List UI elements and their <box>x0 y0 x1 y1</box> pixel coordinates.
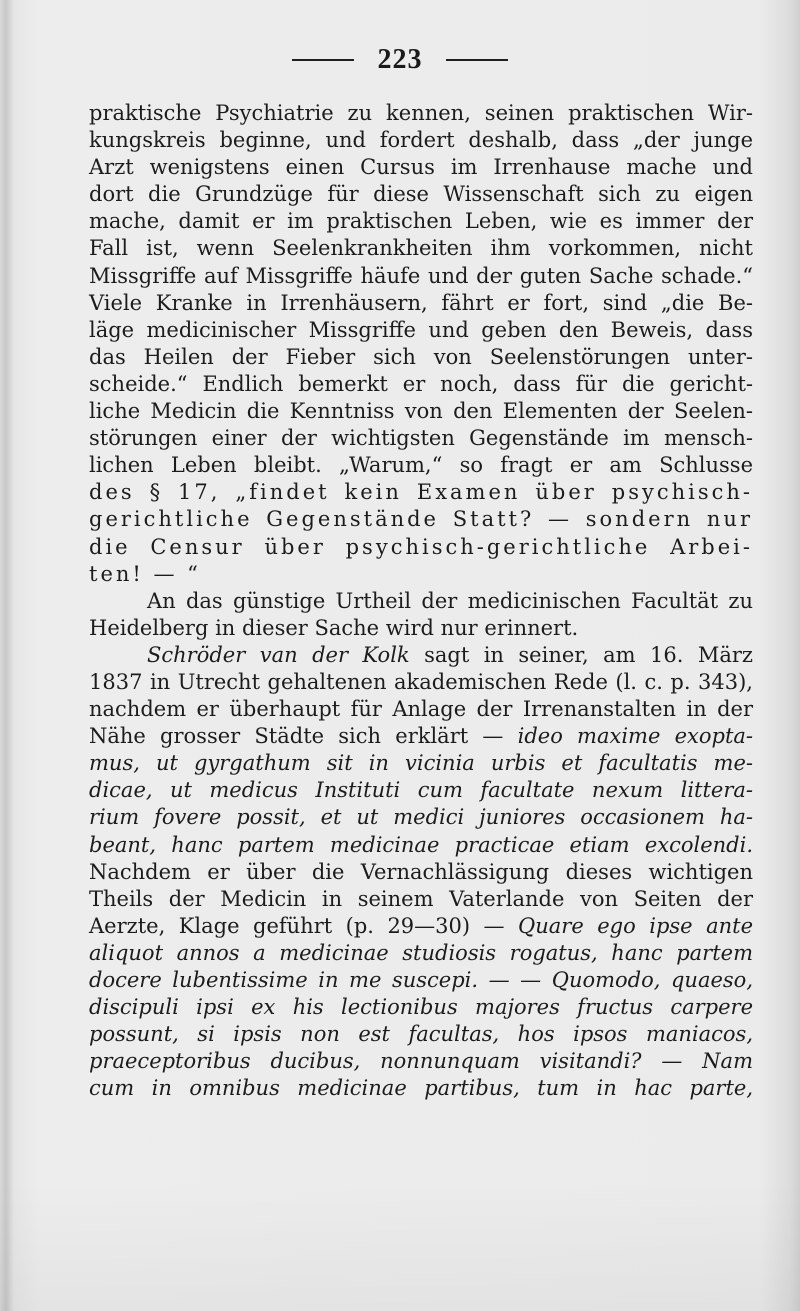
text-line-italic: mus, ut gyrgathum sit in vicinia urbis et facultatis me- <box>89 751 753 776</box>
header-rule-right <box>446 59 508 61</box>
text-line: läge medicinischer Missgriffe und geben den Beweis, dass <box>89 317 753 342</box>
page-header <box>0 44 800 76</box>
text-line: An das günstige Urtheil der medicinischen Facultät zu <box>147 588 753 613</box>
text-line-spaced: ten! — “ <box>89 561 201 586</box>
text-line: liche Medicin die Kenntniss von den Elementen der Seelen- <box>89 399 753 424</box>
text-line: Schröder van der Kolk sagt in seiner, am 16. März <box>147 642 753 667</box>
text-line: Fall ist, wenn Seelenkrankheiten ihm vorkommen, nicht <box>89 236 753 261</box>
text-line-italic: aliquot annos a medicinae studiosis rogatus, hanc partem <box>89 940 753 965</box>
text-line: mache, damit er im praktischen Leben, wie es immer der <box>89 209 753 234</box>
text-line-spaced: die Censur über psychisch-gerichtliche Arbei- <box>89 534 753 559</box>
text-line: lichen Leben bleibt. „Warum,“ so fragt er am Schlusse <box>89 453 753 478</box>
header-rule-left <box>292 59 354 61</box>
text-line: Missgriffe auf Missgriffe häufe und der guten Sache schade.“ <box>89 263 753 288</box>
text-line: kungskreis beginne, und fordert deshalb, dass „der junge <box>89 128 753 153</box>
text-line-italic: cum in omnibus medicinae partibus, tum in hac parte, <box>89 1076 753 1101</box>
text-line: Theils der Medicin in seinem Vaterlande von Seiten der <box>89 886 753 911</box>
text-line: Viele Kranke in Irrenhäusern, fährt er fort, sind „die Be- <box>89 290 753 315</box>
text-line-italic: possunt, si ipsis non est facultas, hos ipsos maniacos, <box>89 1022 753 1047</box>
page-shade <box>0 1180 800 1311</box>
text-line: Nachdem er über die Vernachlässigung dieses wichtigen <box>89 859 753 884</box>
text-line-italic: dicae, ut medicus Instituti cum facultate nexum littera- <box>89 778 753 803</box>
text-line: 1837 in Utrecht gehaltenen akademischen Rede (l. c. p. 343), <box>89 669 753 694</box>
text-line-italic: rium fovere possit, et ut medici juniores occasionem ha- <box>89 805 753 830</box>
text-line: Aerzte, Klage geführt (p. 29—30) — Quare ego ipse ante <box>89 913 754 938</box>
text-line: Arzt wenigstens einen Cursus im Irrenhause mache und <box>89 155 753 180</box>
page-number: 223 <box>377 44 423 75</box>
text-line: Nähe grosser Städte sich erklärt — ideo maxime exopta- <box>89 724 754 749</box>
text-line-spaced: des § 17, „findet kein Examen über psychisch- <box>89 480 753 505</box>
author-name: Schröder van der Kolk <box>147 642 410 667</box>
text-line: Heidelberg in dieser Sache wird nur erinnert. <box>89 615 579 640</box>
text-line-italic: beant, hanc partem medicinae practicae etiam excolendi. <box>89 832 753 857</box>
text-line-italic: praeceptoribus ducibus, nonnunquam visitandi? — Nam <box>89 1049 753 1074</box>
text-line: dort die Grundzüge für diese Wissenschaft sich zu eigen <box>89 182 753 207</box>
text-line: störungen einer der wichtigsten Gegenstände im mensch- <box>89 426 753 451</box>
body-text <box>89 100 753 1102</box>
text-line: nachdem er überhaupt für Anlage der Irrenanstalten in der <box>89 697 753 722</box>
text-line-spaced: gerichtliche Gegenstände Statt? — sondern nur <box>89 507 753 532</box>
text-line: praktische Psychiatrie zu kennen, seinen praktischen Wir- <box>89 101 753 125</box>
text-line: das Heilen der Fieber sich von Seelenstörungen unter- <box>89 344 753 369</box>
text-line-italic: discipuli ipsi ex his lectionibus majores fructus carpere <box>89 995 753 1020</box>
text-line-italic: docere lubentissime in me suscepi. — — Quomodo, quaeso, <box>89 968 753 992</box>
text-line: scheide.“ Endlich bemerkt er noch, dass für die gericht- <box>89 371 753 396</box>
